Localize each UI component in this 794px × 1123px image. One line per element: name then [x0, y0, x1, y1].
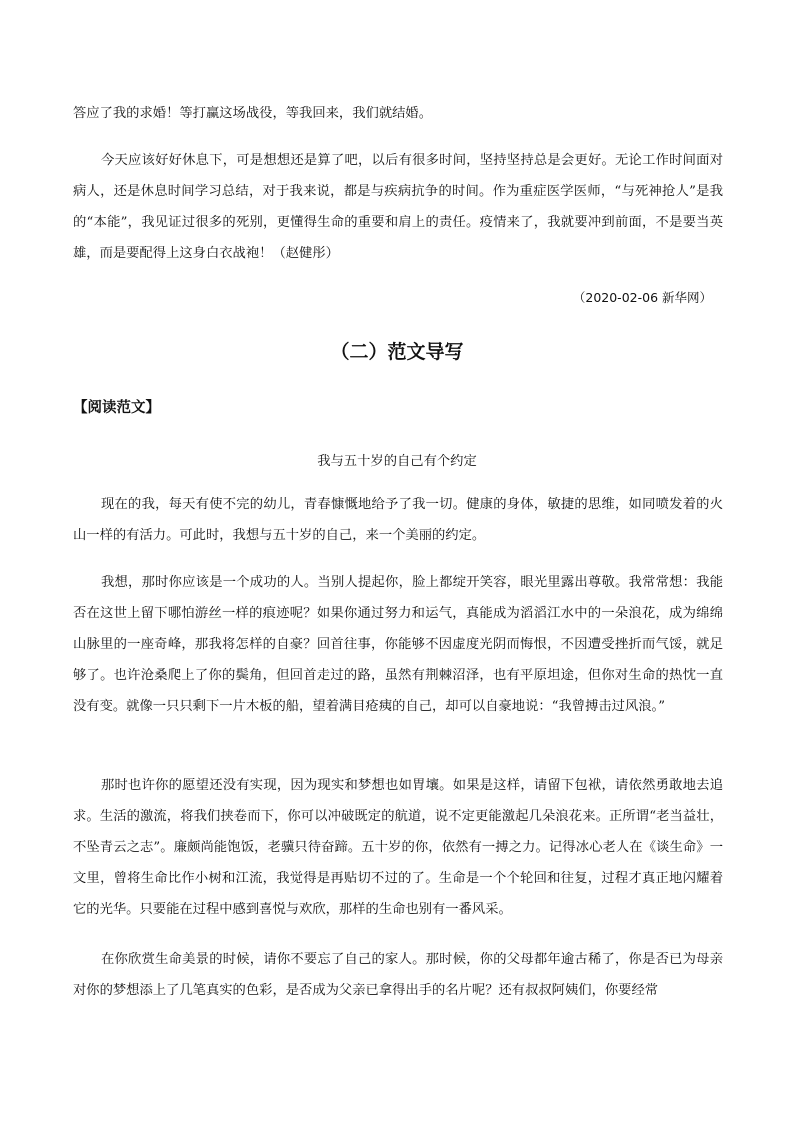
essay-paragraph-3: 那时也许你的愿望还没有实现，因为现实和梦想也如胃壤。如果是这样，请留下包袱，请依然勇敢地去追求。生活的激流，将我们挟卷而下，你可以冲破既定的航道，说不定更能激起几朵浪花来。正所谓“老当益壮，不坠青云之志”。廉颇尚能饱饭，老骥只待奋蹄。五十岁的你，依然有一搏之力。记得冰心老人在《谈生命》一文里，曾将生命比作小树和江流，我觉得是再贴切不过的了。生命是一个个轮回和往复，过程才真正地闪耀着它的光华。只要能在过程中感到喜悦与欢欣，那样的生命也别有一番风采。: [73, 778, 723, 917]
essay-paragraph-4: 在你欣赏生命美景的时候，请你不要忘了自己的家人。那时候，你的父母都年逾古稀了，你是否已为母亲对你的梦想添上了几笔真实的色彩，是否成为父亲已拿得出手的名片呢？还有叔叔阿姨们，你要经常: [73, 952, 723, 998]
essay-title: 我与五十岁的自己有个约定: [317, 454, 477, 469]
section-title: （二）范文导写: [330, 341, 464, 363]
reading-label: 【阅读范文】: [73, 400, 160, 416]
source-citation: （2020-02-06 新华网）: [572, 290, 712, 305]
essay-paragraph-2: 我想，那时你应该是一个成功的人。当别人提起你，脸上都绽开笑容，眼光里露出尊敬。我常常想：我能否在这世上留下哪怕游丝一样的痕迹呢？如果你通过努力和运气，真能成为滔滔江水中的一朵浪花，成为绵绵山脉里的一座奇峰，那我将怎样的自豪？回首往事，你能够不因虚度光阴而悔恨，不因遭受挫折而气馁，就足够了。也许沧桑爬上了你的鬓角，但回首走过的路，虽然有荆棘沼泽，也有平原坦途，但你对生命的热忱一直没有变。就像一只只剩下一片木板的船，望着满目疮痍的自己，却可以自豪地说：“我曾搏击过风浪。”: [73, 575, 723, 714]
essay-paragraph-1: 现在的我，每天有使不完的幼儿，青春慷慨地给予了我一切。健康的身体，敏捷的思维，如同喷发着的火山一样的有活力。可此时，我想与五十岁的自己，来一个美丽的约定。: [73, 497, 723, 543]
intro-paragraph-2: 今天应该好好休息下，可是想想还是算了吧，以后有很多时间，坚持坚持总是会更好。无论工作时间面对病人，还是休息时间学习总结，对于我来说，都是与疾病抗争的时间。作为重症医学医师，“与死神抢人”是我的“本能”，我见证过很多的死别，更懂得生命的重要和肩上的责任。疫情来了，我就要冲到前面，不是要当英雄，而是要配得上这身白衣战袍！（赵健彤）: [73, 153, 723, 261]
intro-paragraph-1: 答应了我的求婚！等打赢这场战役，等我回来，我们就结婚。: [73, 106, 433, 121]
